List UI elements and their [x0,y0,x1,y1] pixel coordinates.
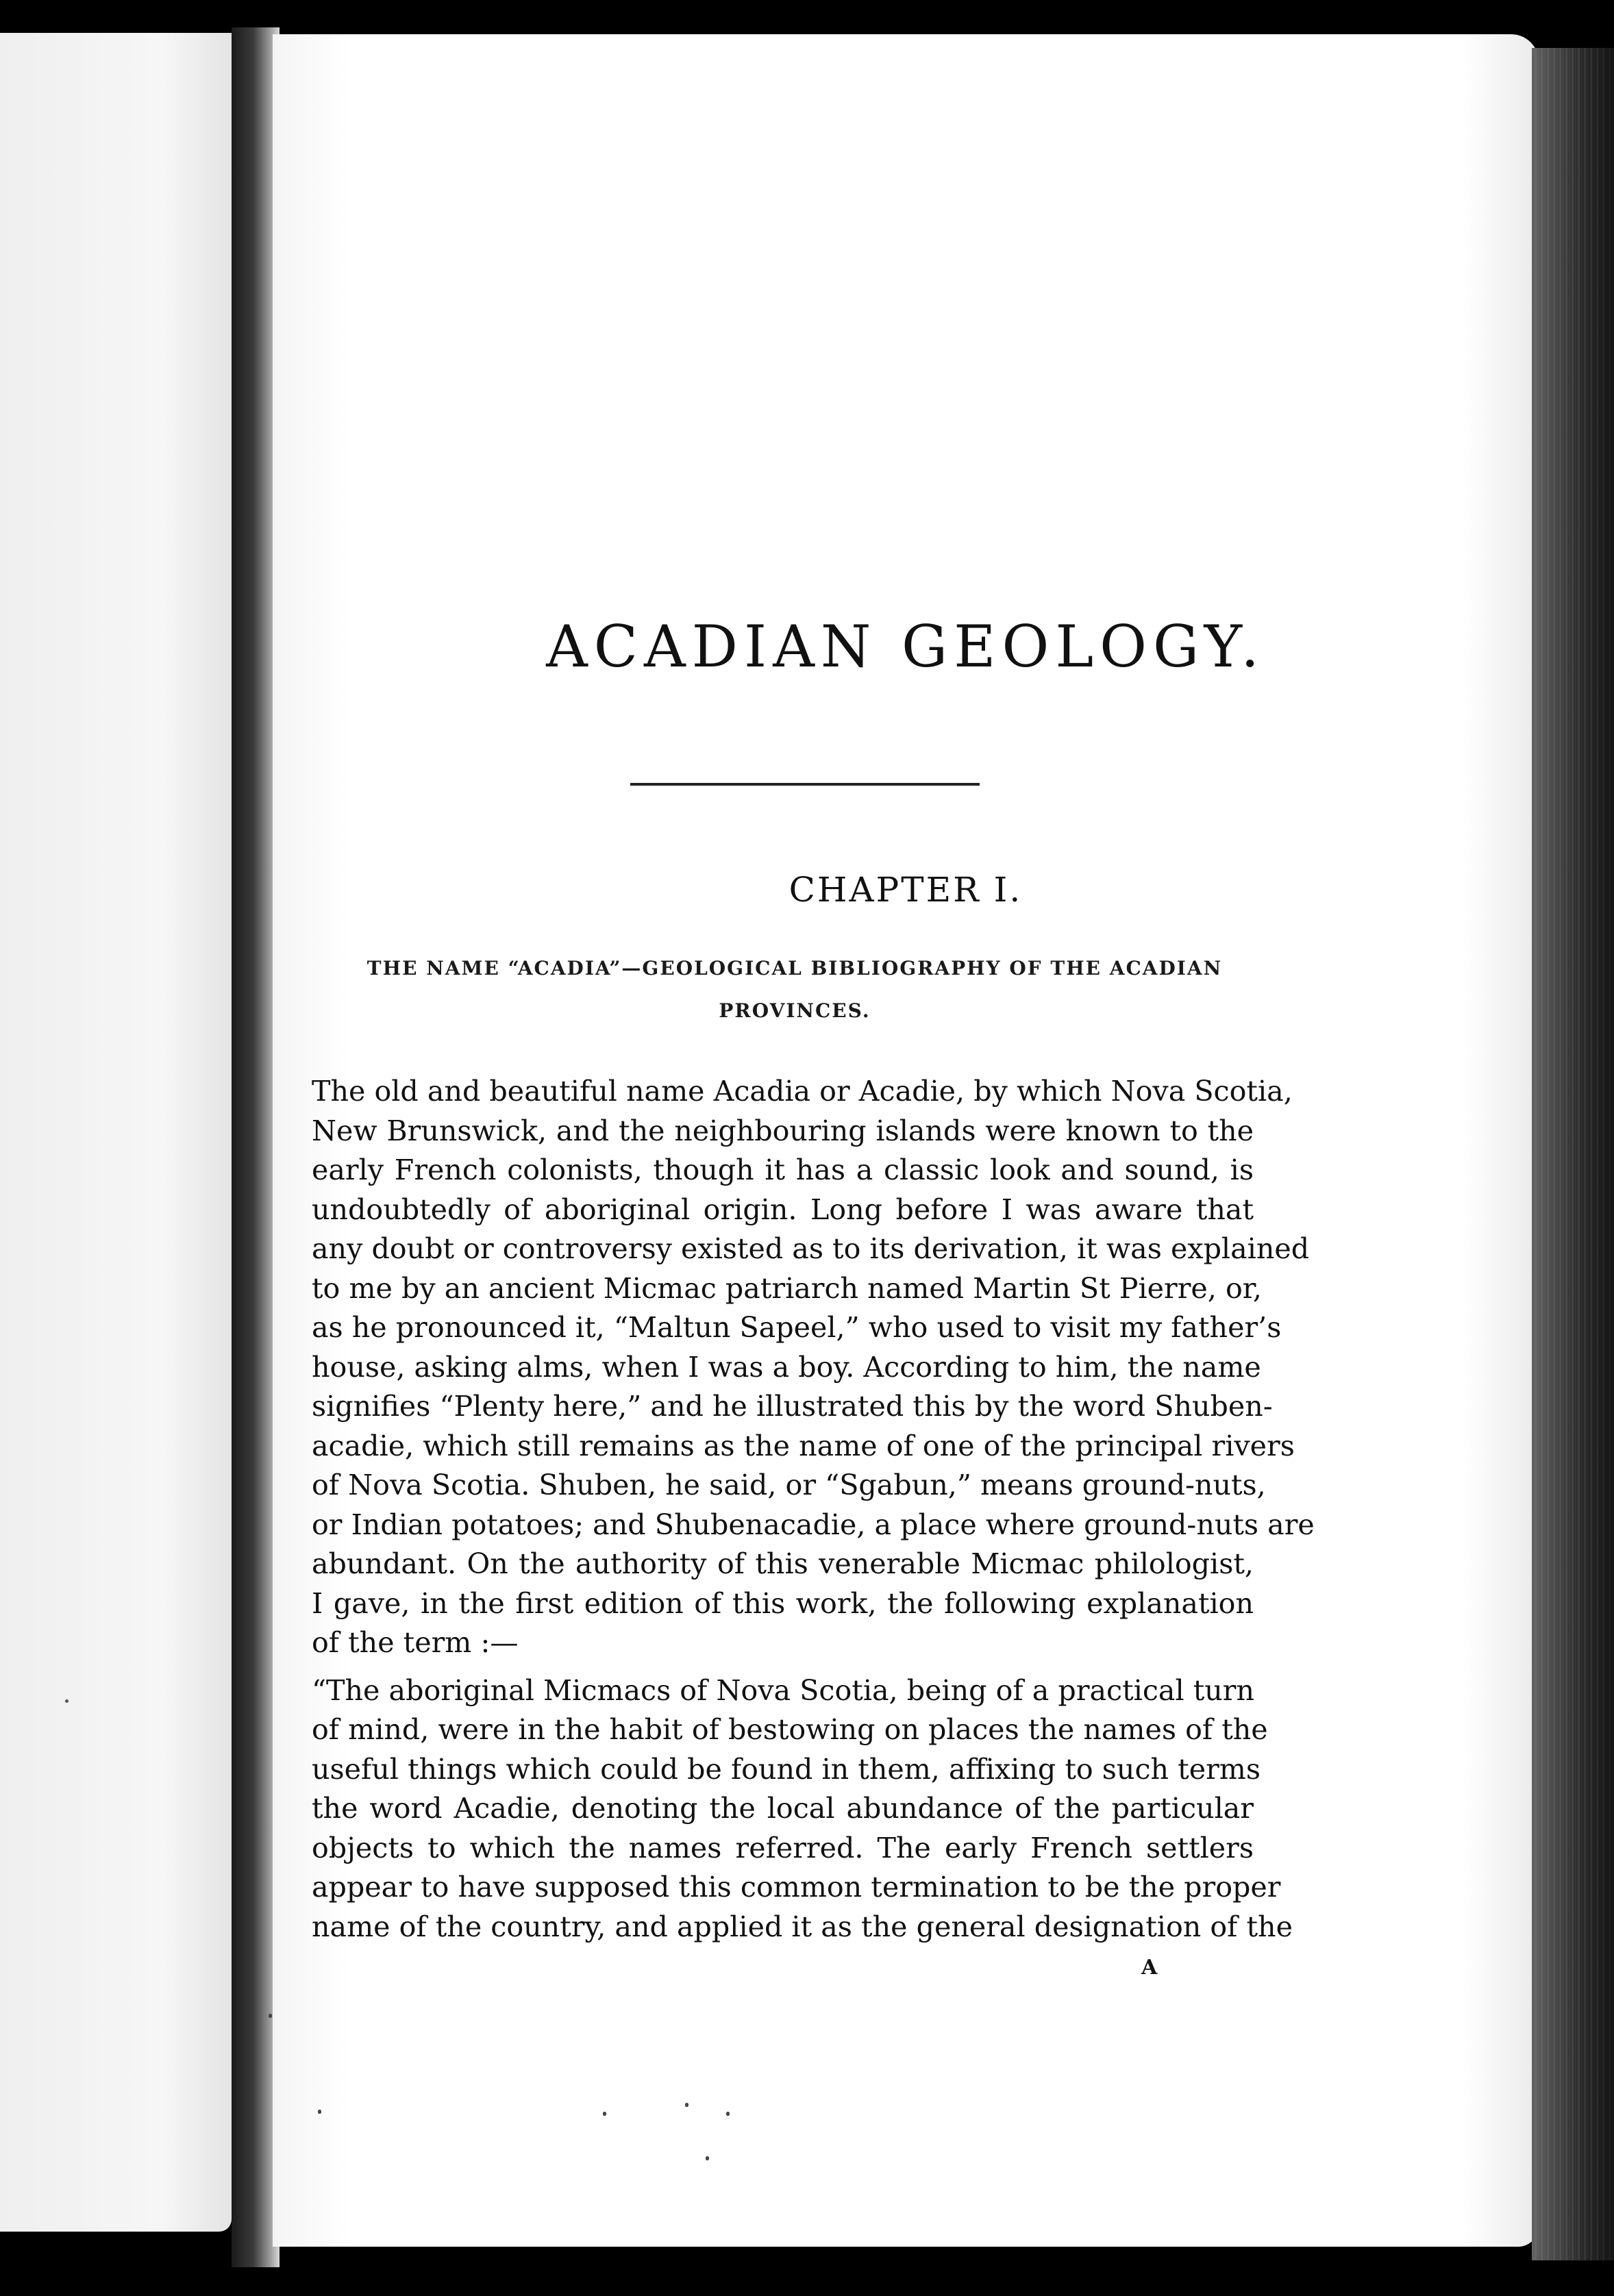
paragraph [312,1671,1293,1947]
chapter-body-text [312,1072,1315,1947]
paragraph [312,1072,1315,1663]
facing-page-edge [0,33,232,2232]
text-line: abundant. On the authority of this venerable Micmac philologist, [312,1547,1254,1580]
chapter-heading: CHAPTER I. [789,870,1023,910]
text-line: “The aboriginal Micmacs of Nova Scotia, being of a practical turn [312,1673,1255,1707]
text-line: objects to which the names referred. The early French settlers [312,1831,1254,1864]
chapter-subtitle [336,947,1254,1032]
text-line: or Indian potatoes; and Shubenacadie, a place where ground-nuts are [312,1508,1315,1541]
ink-speck [726,2112,730,2116]
text-line: acadie, which still remains as the name of one of the principal rivers [312,1429,1295,1462]
title-rule [630,783,980,786]
text-line: useful things which could be found in them, affixing to such terms [312,1752,1261,1786]
text-line: any doubt or controversy existed as to its derivation, it was explained [312,1232,1310,1265]
ink-speck [685,2103,688,2107]
ink-speck [706,2156,709,2160]
text-line: of mind, were in the habit of bestowing on places the names of the [312,1713,1268,1746]
text-line: New Brunswick, and the neighbouring islands were known to the [312,1114,1254,1147]
chapter-subtitle-line: THE NAME “ACADIA”—GEOLOGICAL BIBLIOGRAPHY OF THE ACADIAN [367,957,1223,979]
text-line: as he pronounced it, “Maltun Sapeel,” who used to visit my father’s [312,1311,1282,1344]
text-line: I gave, in the first edition of this work, the following explanation [312,1586,1254,1620]
book-title: ACADIAN GEOLOGY. [546,613,1265,680]
ink-speck [603,2112,606,2116]
text-line: appear to have supposed this common termination to be the proper [312,1871,1281,1904]
text-line: of the term :— [312,1626,519,1659]
ink-speck [269,2014,272,2018]
text-line: early French colonists, though it has a classic look and sound, is [312,1153,1254,1186]
text-line: the word Acadie, denoting the local abundance of the particular [312,1792,1254,1825]
text-line: house, asking alms, when I was a boy. According to him, the name [312,1350,1261,1384]
text-line: of Nova Scotia. Shuben, he said, or “Sgabun,” means ground-nuts, [312,1469,1266,1501]
chapter-subtitle-line: PROVINCES. [719,999,871,1022]
text-line: to me by an ancient Micmac patriarch named Martin St Pierre, or, [312,1271,1263,1305]
ink-speck [65,1699,69,1703]
page-fore-edge [1532,48,1614,2260]
text-line: name of the country, and applied it as the general designation of the [312,1910,1293,1943]
text-line: signifies “Plenty here,” and he illustrated this by the word Shuben- [312,1390,1273,1423]
signature-mark: A [1141,1956,1158,1980]
ink-speck [318,2110,321,2114]
text-line: The old and beautiful name Acadia or Acadie, by which Nova Scotia, [312,1075,1293,1108]
text-line: undoubtedly of aboriginal origin. Long before I was aware that [312,1193,1254,1226]
